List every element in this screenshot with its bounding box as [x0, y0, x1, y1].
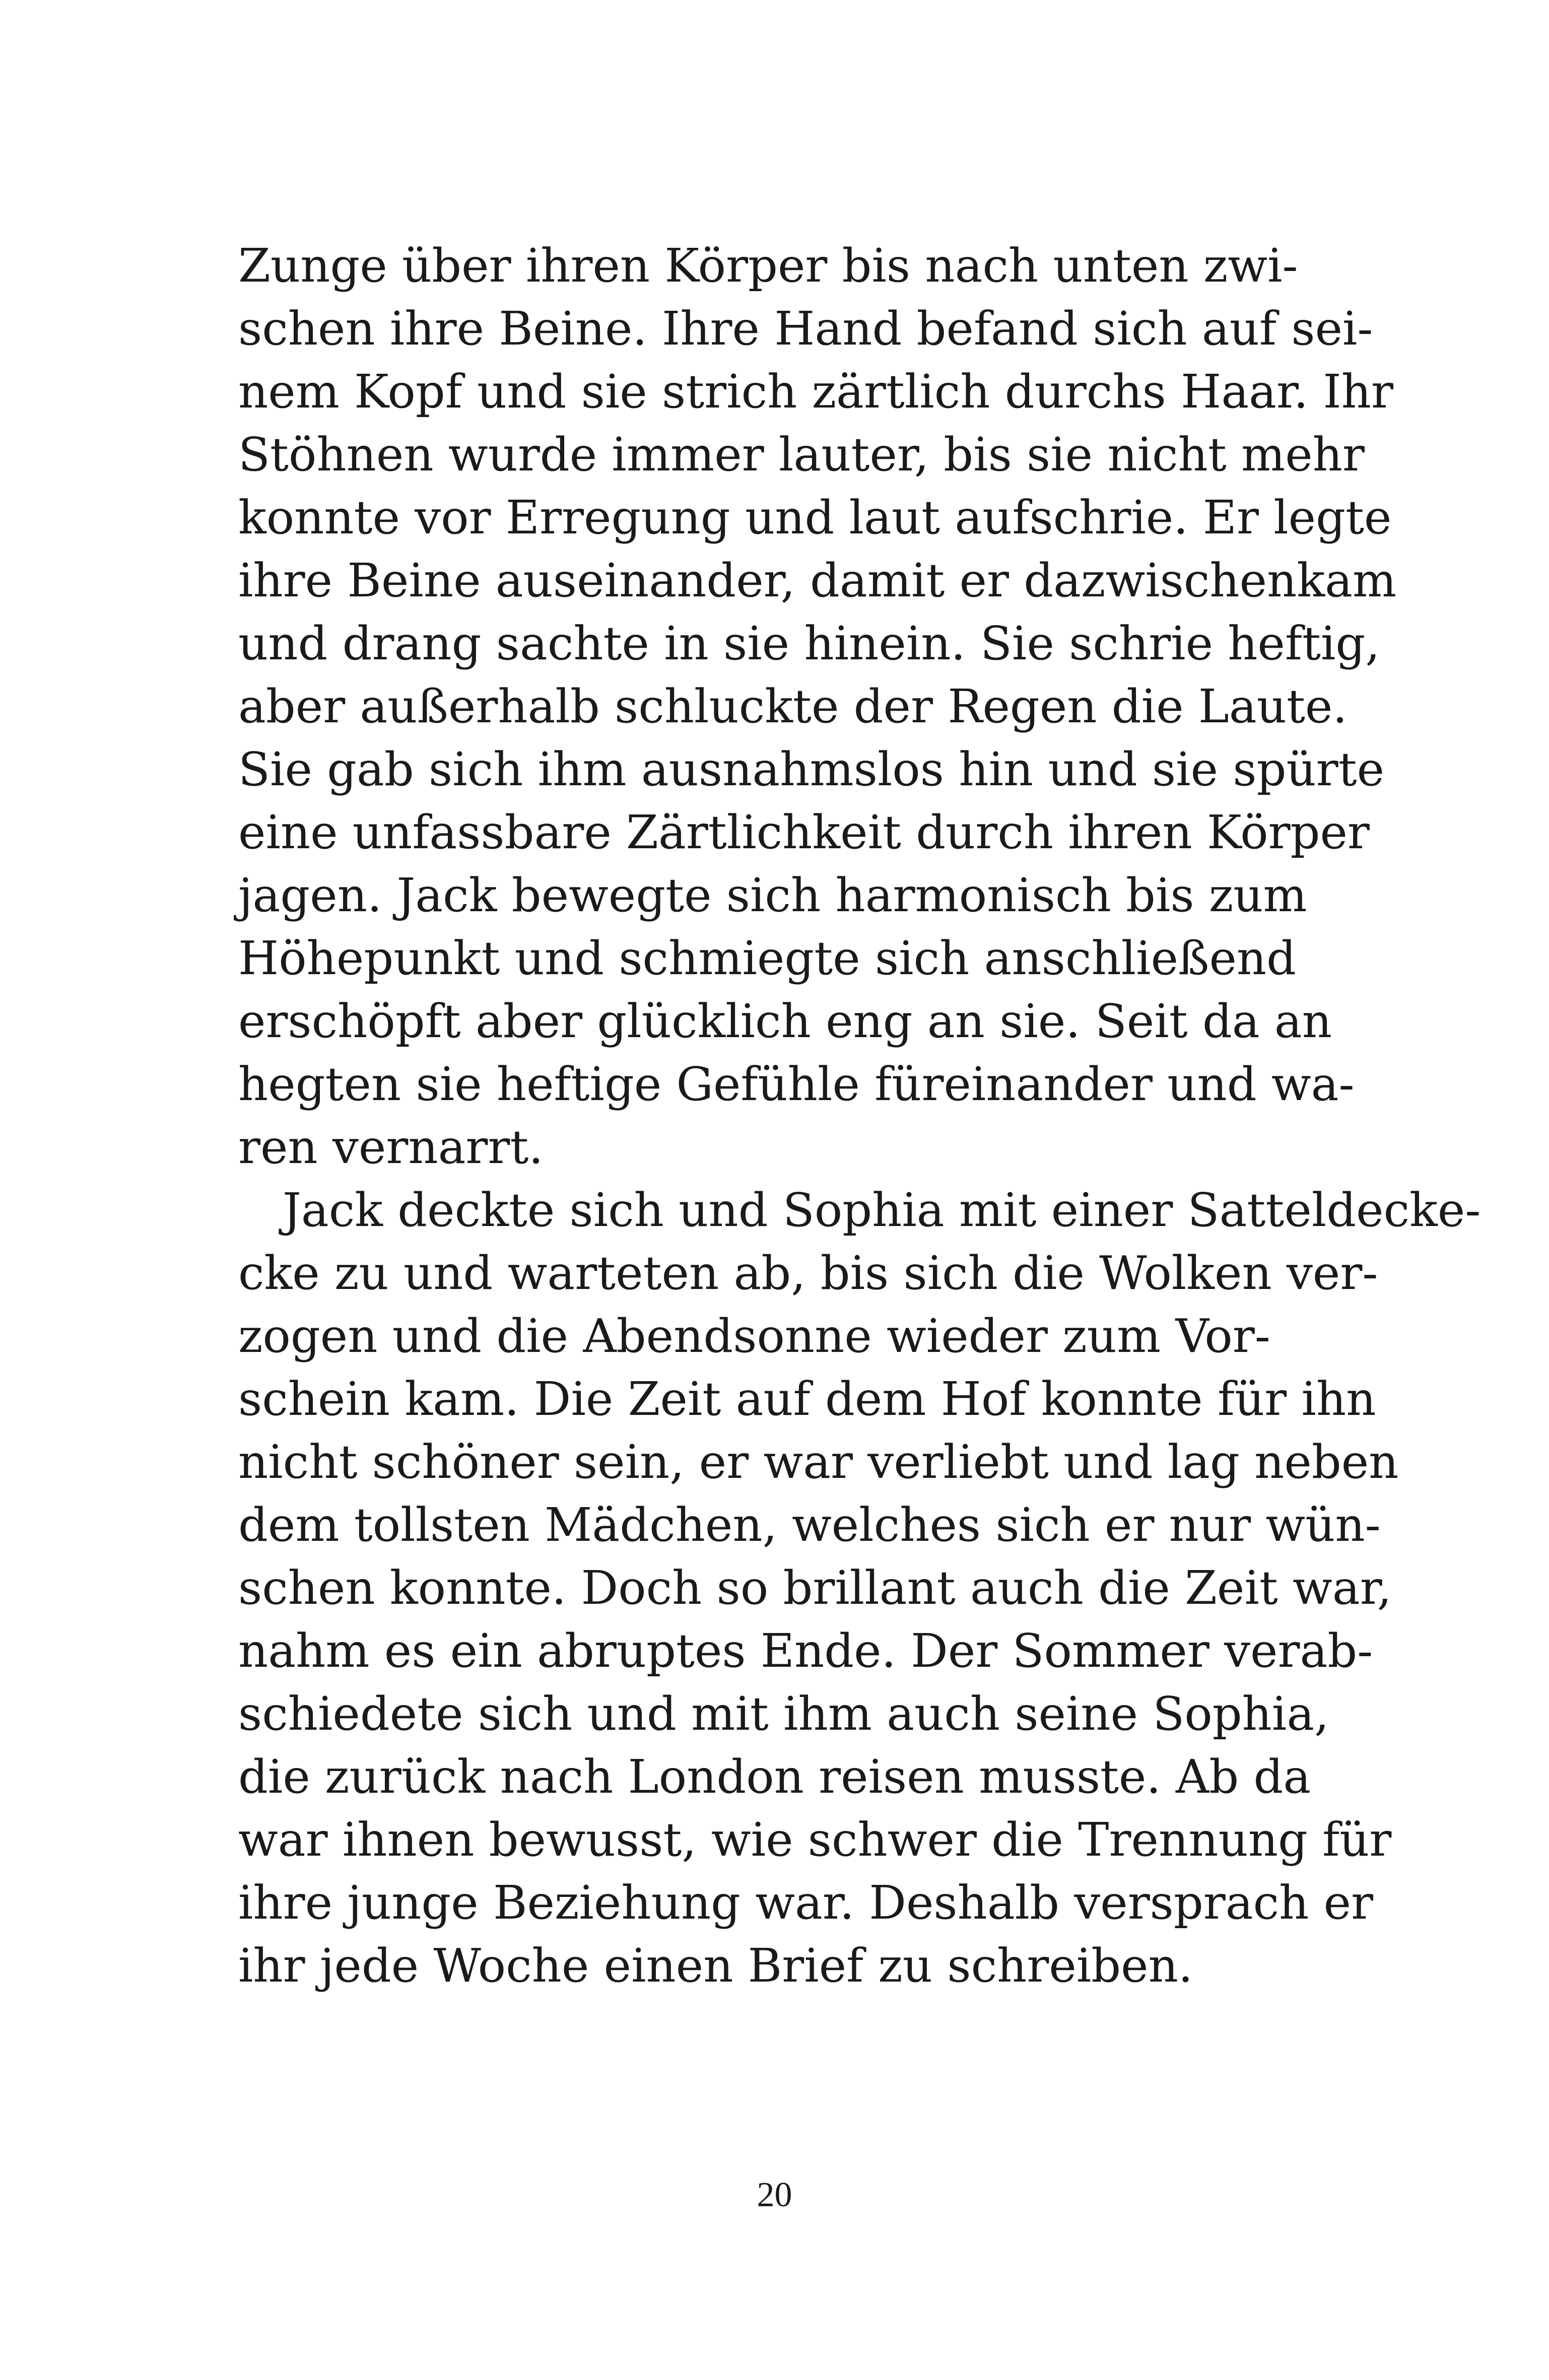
- text-line: Sie gab sich ihm ausnahmslos hin und sie spürte: [238, 742, 1385, 796]
- text-line: zogen und die Abendsonne wieder zum Vor-: [238, 1309, 1270, 1363]
- text-line: Jack deckte sich und Sophia mit einer Satteldecke-: [283, 1183, 1481, 1237]
- text-line: ihre junge Beziehung war. Deshalb versprach er: [238, 1876, 1374, 1930]
- text-line: nicht schöner sein, er war verliebt und lag neben: [238, 1435, 1399, 1489]
- text-line: ihre Beine auseinander, damit er dazwischenkam: [238, 554, 1397, 607]
- text-line: Höhepunkt und schmiegte sich anschließend: [238, 931, 1297, 985]
- text-line: schen konnte. Doch so brillant auch die Zeit war,: [238, 1561, 1392, 1615]
- text-line: die zurück nach London reisen musste. Ab da: [238, 1750, 1311, 1804]
- body-text: [238, 234, 1481, 1997]
- text-line: jagen. Jack bewegte sich harmonisch bis zum: [238, 868, 1307, 922]
- text-line: erschöpft aber glücklich eng an sie. Seit da an: [238, 994, 1332, 1048]
- text-line: war ihnen bewusst, wie schwer die Trennung für: [238, 1813, 1392, 1867]
- text-line: schiedete sich und mit ihm auch seine Sophia,: [238, 1687, 1329, 1741]
- text-line: konnte vor Erregung und laut aufschrie. Er legte: [238, 491, 1392, 545]
- text-line: aber außerhalb schluckte der Regen die Laute.: [238, 679, 1348, 733]
- text-line: nahm es ein abruptes Ende. Der Sommer verab-: [238, 1624, 1373, 1678]
- text-line: ihr jede Woche einen Brief zu schreiben.: [238, 1939, 1193, 1993]
- text-line: Stöhnen wurde immer lauter, bis sie nicht mehr: [238, 428, 1365, 482]
- text-line: und drang sachte in sie hinein. Sie schrie heftig,: [238, 617, 1380, 670]
- text-line: nem Kopf und sie strich zärtlich durchs Haar. Ihr: [238, 365, 1393, 419]
- text-line: schein kam. Die Zeit auf dem Hof konnte für ihn: [238, 1372, 1376, 1426]
- text-line: schen ihre Beine. Ihre Hand befand sich auf sei-: [238, 302, 1373, 356]
- text-line: ren vernarrt.: [238, 1120, 544, 1174]
- page-number: 20: [757, 2175, 792, 2214]
- text-line: cke zu und warteten ab, bis sich die Wolken ver-: [238, 1246, 1378, 1300]
- text-line: eine unfassbare Zärtlichkeit durch ihren Körper: [238, 805, 1370, 859]
- text-line: hegten sie heftige Gefühle füreinander und wa-: [238, 1057, 1355, 1111]
- text-line: dem tollsten Mädchen, welches sich er nur wün-: [238, 1498, 1381, 1552]
- text-line: Zunge über ihren Körper bis nach unten zwi-: [238, 239, 1298, 293]
